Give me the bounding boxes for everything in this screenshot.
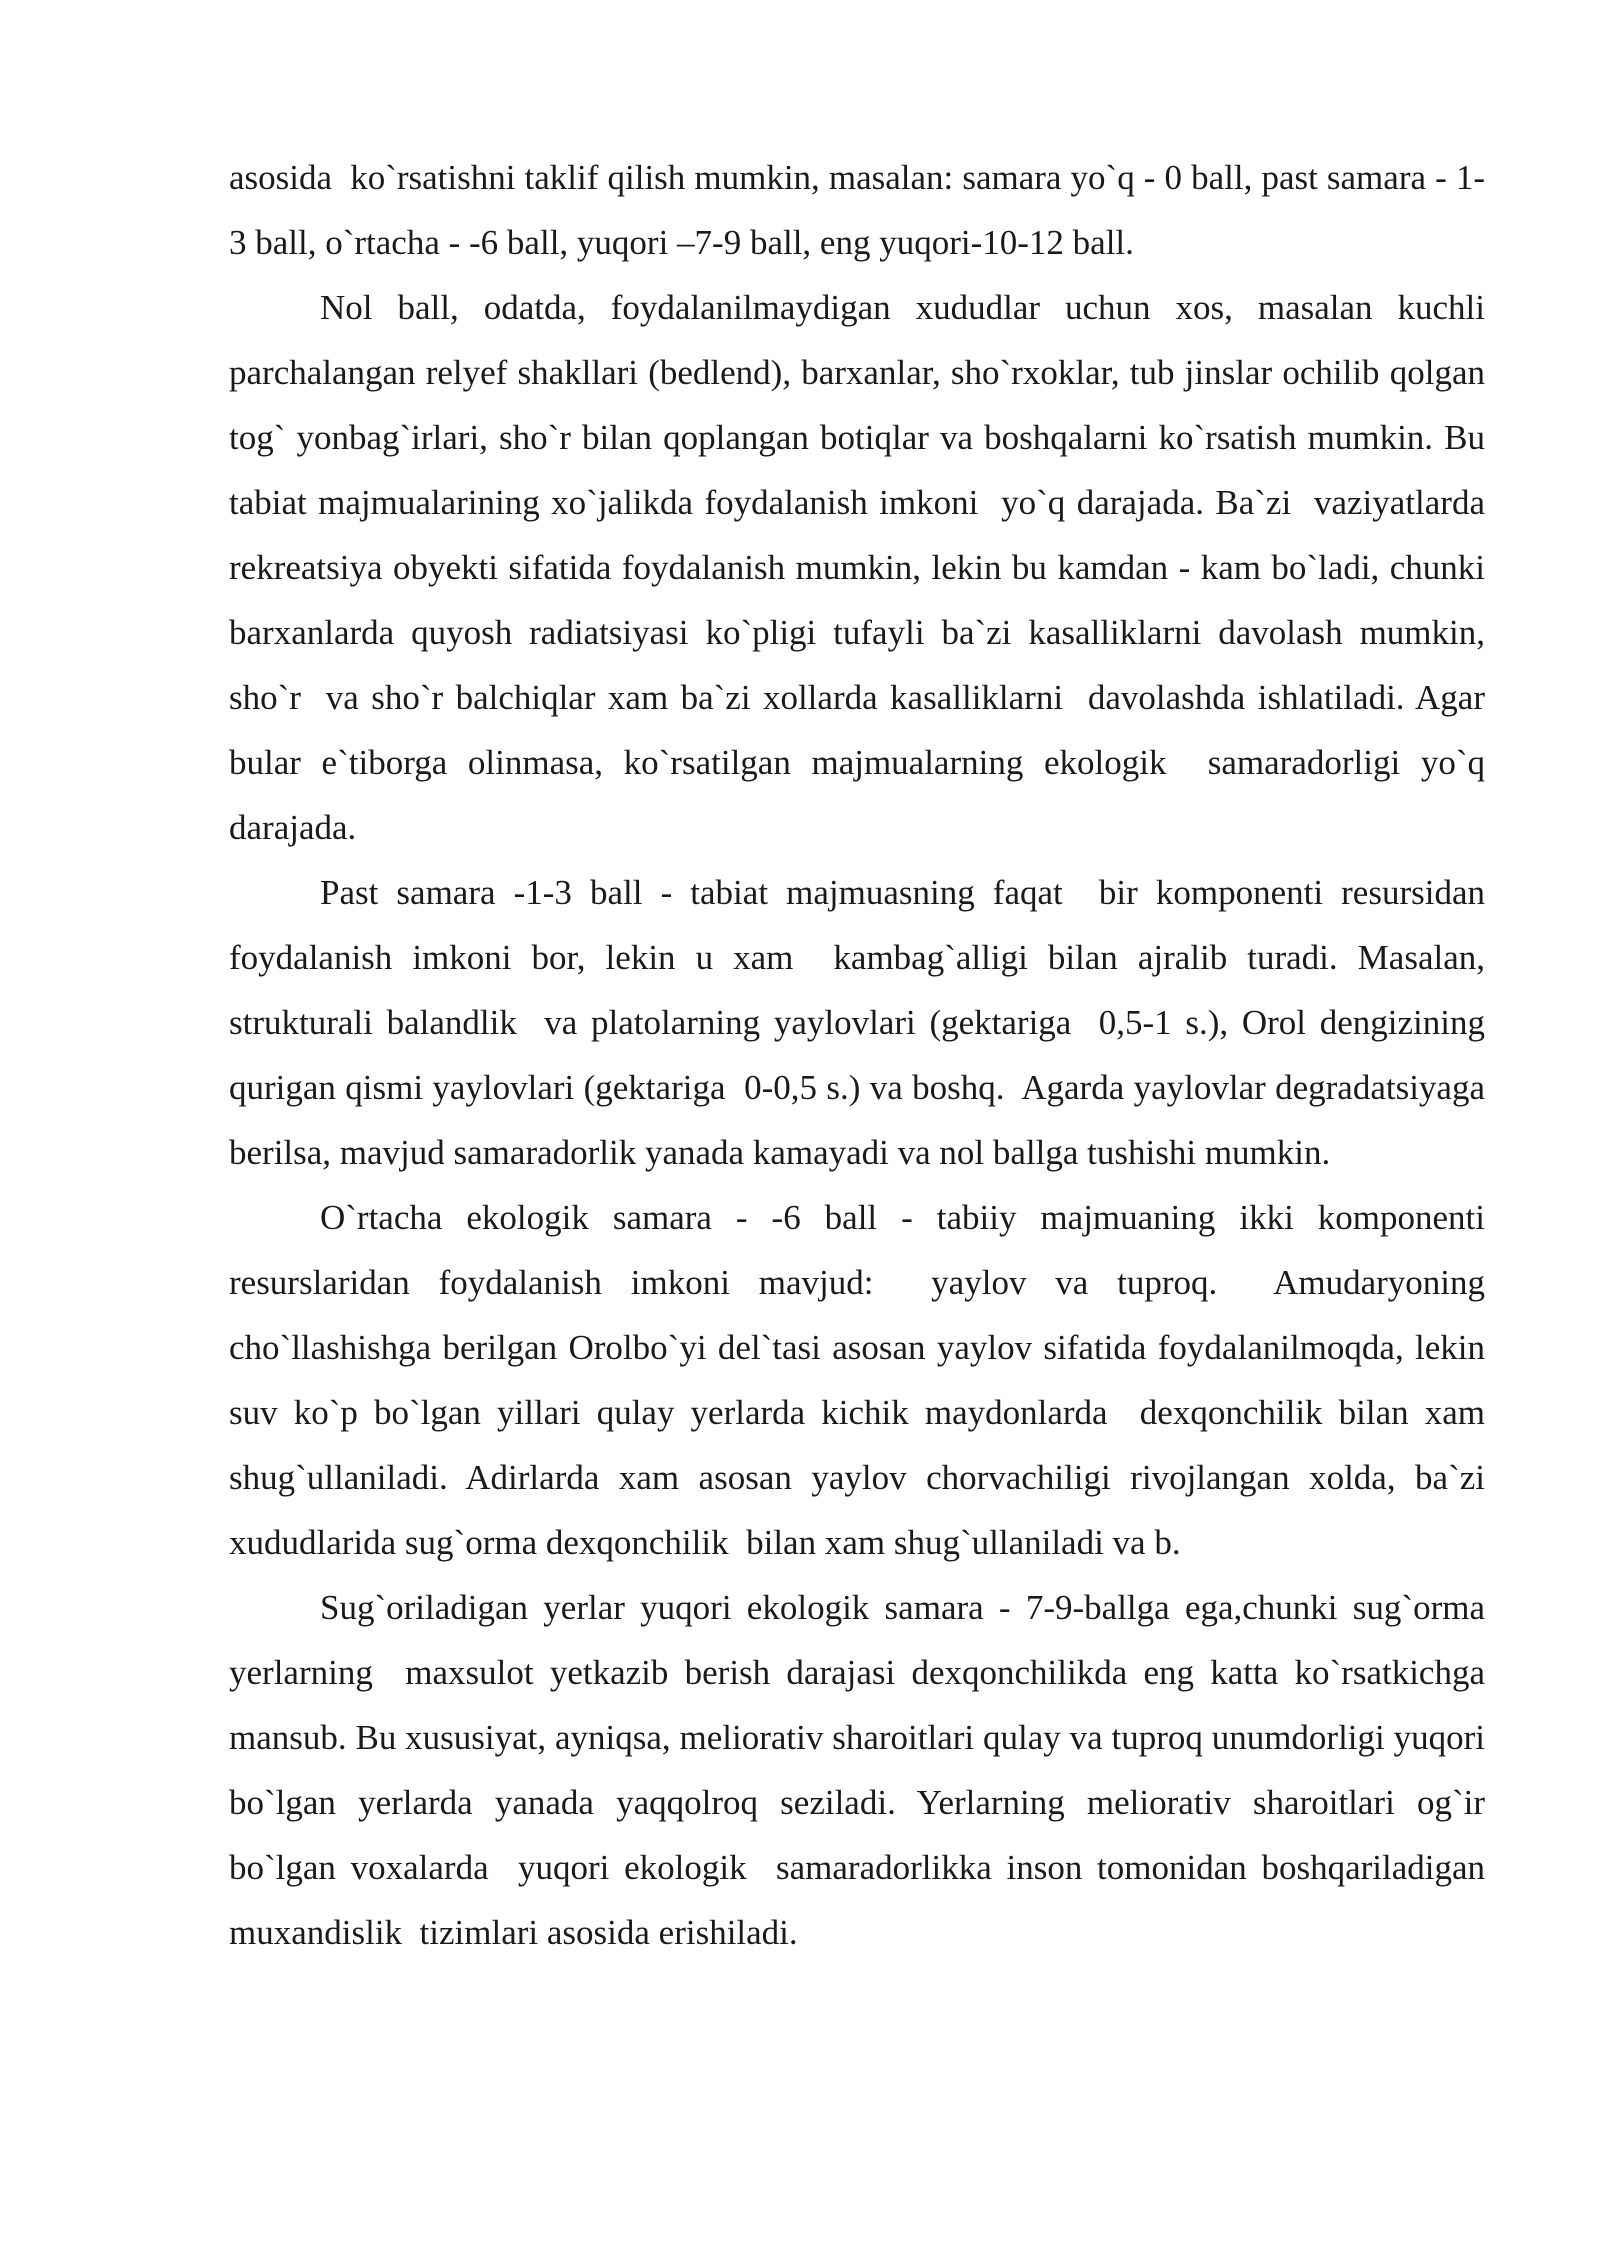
document-body: [229, 145, 1503, 1965]
paragraph-continuation: asosida ko`rsatishni taklif qilish mumkin, masalan: samara yo`q - 0 ball, past samara - 1-3 ball, o`rtacha - -6 ball, yuqori –7-9 ball, eng yuqori-10-12 ball.: [229, 158, 1485, 262]
paragraph-irrigated-lands: Sug`oriladigan yerlar yuqori ekologik samara - 7-9-ballga ega,chunki sug`orma yerlarning maxsulot yetkazib berish darajasi dexqonchilikda eng katta ko`rsatkichga mansub. Bu xususiyat, ayniqsa, meliorativ sharoitlari qulay va tuproq unumdorligi yuqori bo`lgan yerlarda yanada yaqqolroq seziladi. Yerlarning meliorativ sharoitlari og`ir bo`lgan voxalarda yuqori ekologik samaradorlikka inson tomonidan boshqariladigan muxandislik tizimlari asosida erishiladi.: [229, 1588, 1494, 1952]
paragraph-low-effect: Past samara -1-3 ball - tabiat majmuasning faqat bir komponenti resursidan foydalanish imkoni bor, lekin u xam kambag`alligi bilan ajralib turadi. Masalan, strukturali balandlik va platolarning yaylovlari (gektariga 0,5-1 s.), Orol dengizining qurigan qismi yaylovlari (gektariga 0-0,5 s.) va boshq. Agarda yaylovlar degradatsiyaga berilsa, mavjud samaradorlik yanada kamayadi va nol ballga tushishi mumkin.: [229, 873, 1494, 1172]
paragraph-zero-ball: Nol ball, odatda, foydalanilmaydigan xududlar uchun xos, masalan kuchli parchalangan relyef shakllari (bedlend), barxanlar, sho`rxoklar, tub jinslar ochilib qolgan tog` yonbag`irlari, sho`r bilan qoplangan botiqlar va boshqalarni ko`rsatish mumkin. Bu tabiat majmualarining xo`jalikda foydalanish imkoni yo`q darajada. Ba`zi vaziyatlarda rekreatsiya obyekti sifatida foydalanish mumkin, lekin bu kamdan - kam bo`ladi, chunki barxanlarda quyosh radiatsiyasi ko`pligi tufayli ba`zi kasalliklarni davolash mumkin, sho`r va sho`r balchiqlar xam ba`zi xollarda kasalliklarni davolashda ishlatiladi. Agar bular e`tiborga olinmasa, ko`rsatilgan majmualarning ekologik samaradorligi yo`q darajada.: [229, 288, 1494, 847]
paragraph-medium-effect: O`rtacha ekologik samara - -6 ball - tabiiy majmuaning ikki komponenti resurslaridan foydalanish imkoni mavjud: yaylov va tuproq. Amudaryoning cho`llashishga berilgan Orolbo`yi del`tasi asosan yaylov sifatida foydalanilmoqda, lekin suv ko`p bo`lgan yillari qulay yerlarda kichik maydonlarda dexqonchilik bilan xam shug`ullaniladi. Adirlarda xam asosan yaylov chorvachiligi rivojlangan xolda, ba`zi xududlarida sug`orma dexqonchilik bilan xam shug`ullaniladi va b.: [229, 1198, 1503, 1562]
